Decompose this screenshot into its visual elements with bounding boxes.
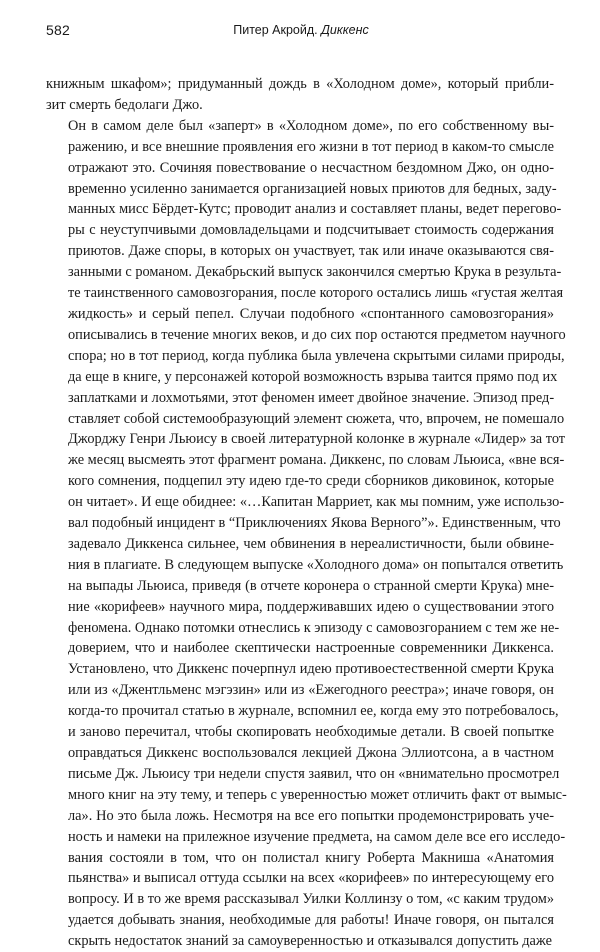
text-line: Он в самом деле был «заперт» в «Холодном доме», по его собственному вы- bbox=[68, 117, 554, 134]
text-line: ния в плагиате. В следующем выпуске «Холодного дома» он попытался ответить bbox=[68, 556, 564, 573]
text-line: феномена. Однако потомки отнеслись к эпизоду с самовозгоранием с тем же не- bbox=[68, 619, 560, 636]
text-line: спора; но в тот период, когда публика была увлечена скрытыми силами природы, bbox=[68, 347, 565, 364]
paragraph bbox=[46, 116, 567, 952]
text-line: на выпады Льюиса, приведя (в отчете коронера о странной смерти Крука) мне- bbox=[68, 577, 554, 594]
text-line: те таинственного самовозгорания, после которого остались лишь «густая желтая bbox=[68, 285, 564, 302]
running-head-title: Диккенс bbox=[321, 23, 369, 37]
text-line: Установлено, что Диккенс почерпнул идею противоестественной смерти Крука bbox=[68, 661, 554, 678]
text-line: описывались в течение многих веков, и до сих пор остаются предметом научного bbox=[68, 326, 566, 343]
page-header bbox=[46, 22, 556, 42]
text-line: и заново перечитал, чтобы скопировать необходимые детали. В своей попытке bbox=[68, 724, 554, 741]
text-line: ставляет собой системообразующий элемент сюжета, что, впрочем, не помешало bbox=[68, 410, 565, 427]
text-line: скрыть недостаток знаний за самоуверенностью и отказывался допустить даже bbox=[68, 933, 553, 950]
text-line: пьянства» и выписал оттуда ссылки на всех «корифеев» по интересующему его bbox=[68, 870, 554, 887]
text-line: или из «Джентльменс мэгэзин» или из «Ежегодного реестра»; иначе говоря, он bbox=[68, 682, 554, 699]
text-line: вал подобный инцидент в “Приключениях Якова Верного”». Единственным, что bbox=[68, 515, 561, 532]
text-line: временно усиленно занимается организацией новых приютов для бедных, заду- bbox=[68, 180, 557, 197]
text-line: приютов. Даже споры, в которых он участвует, так или иначе оказываются свя- bbox=[68, 243, 554, 260]
running-head-author: Питер Акройд. bbox=[233, 23, 318, 37]
text-line: оправдаться Диккенс воспользовался лекцией Джона Эллиотсона, а в частном bbox=[68, 745, 554, 761]
text-line: же месяц высмеять этот фрагмент романа. Диккенс, по словам Льюиса, «вне вся- bbox=[68, 452, 565, 469]
text-line: отражают это. Сочиняя повествование о несчастном бездомном Джо, он одно- bbox=[68, 159, 554, 176]
text-line: ла». Но это была ложь. Несмотря на все его попытки продемонстрировать уче- bbox=[68, 807, 554, 824]
body-text bbox=[46, 74, 567, 952]
text-line: ры с неуступчивыми домовладельцами и подсчитывает стоимость содержания bbox=[68, 222, 554, 239]
text-line: ражению, и все внешние проявления его жизни в тот период в каком-то смысле bbox=[68, 138, 554, 155]
text-line: Джорджу Генри Льюису в своей литературной колонке в журнале «Лидер» за тот bbox=[68, 431, 566, 448]
text-line: кого сомнения, подцепил эту идею где-то среди сборников диковинок, которые bbox=[68, 473, 554, 490]
text-line: ние «корифеев» научного мира, поддерживавших идею о существовании этого bbox=[68, 598, 554, 615]
text-line: вопросу. И в то же время рассказывал Уилки Коллинзу о том, «с каким трудом» bbox=[68, 891, 554, 908]
text-line: зит смерть бедолаги Джо. bbox=[46, 96, 203, 113]
text-line: вания состояли в том, что он полистал книгу Роберта Макниша «Анатомия bbox=[68, 849, 554, 866]
text-line: удается добывать знания, необходимые для работы! Иначе говоря, он пытался bbox=[68, 912, 554, 929]
text-line: задевало Диккенса сильнее, чем обвинения в нереалистичности, были обвине- bbox=[68, 535, 554, 552]
text-line: книжным шкафом»; придуманный дождь в «Холодном доме», который прибли- bbox=[46, 76, 554, 92]
text-line: заплатками и лохмотьями, этот феномен имеет двойное значение. Эпизод пред- bbox=[68, 389, 555, 406]
text-line: доверием, что и наиболее скептически настроенные современники Диккенса. bbox=[68, 640, 554, 657]
text-line: письме Дж. Льюису три недели спустя заявил, что он «внимательно просмотрел bbox=[68, 765, 560, 782]
running-head bbox=[46, 23, 556, 37]
text-line: ность и намеки на прилежное изучение предмета, на самом деле все его исследо- bbox=[68, 828, 566, 845]
text-line: много книг на эту тему, и теперь с уверенностью может отличить факт от вымыс- bbox=[68, 786, 567, 803]
text-line: когда-то прочитал статью в журнале, вспомнил ее, когда ему это потребовалось, bbox=[68, 703, 559, 720]
text-line: манных мисс Бёрдет-Кутс; проводит анализ и составляет планы, ведет перегово- bbox=[68, 201, 562, 218]
page-number: 582 bbox=[46, 22, 70, 38]
text-line: да еще в книге, у персонажей которой возможность взрыва таится прямо под их bbox=[68, 368, 558, 385]
text-line: он читает». И еще обиднее: «…Капитан Марриет, как мы помним, уже использо- bbox=[68, 494, 565, 511]
text-line: жидкость» и серый пепел. Случаи подобного «спонтанного самовозгорания» bbox=[68, 305, 554, 322]
paragraph-continued bbox=[46, 74, 554, 116]
text-line: занными с романом. Декабрьский выпуск закончился смертью Крука в результа- bbox=[68, 264, 562, 281]
